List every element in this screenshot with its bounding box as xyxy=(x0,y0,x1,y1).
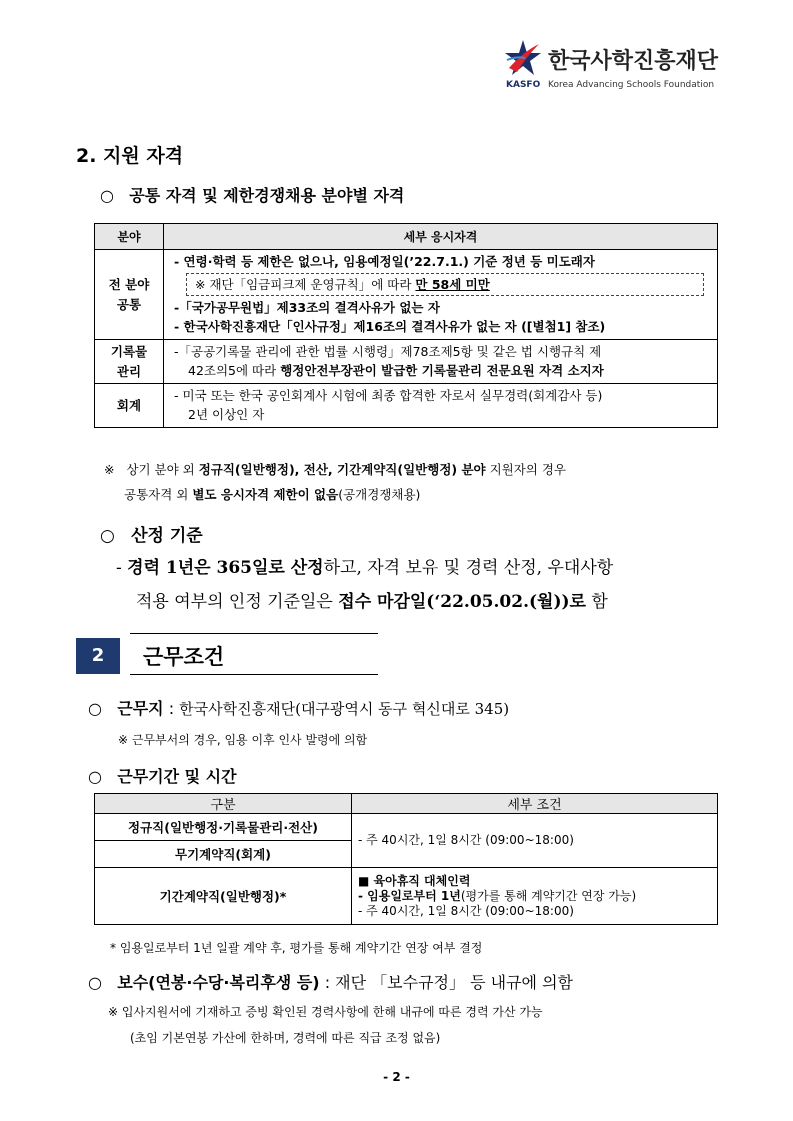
detail-line: -「공공기록물 관리에 관한 법률 시행령」제78조제5항 및 같은 법 시행규칙 제 xyxy=(174,344,602,359)
detail-line: 2년 이상인 자 xyxy=(188,407,265,422)
row-detail xyxy=(352,868,718,925)
separator: : xyxy=(163,699,180,718)
criteria-line2 xyxy=(136,587,608,612)
note-text: 지원자의 경우 xyxy=(485,462,567,477)
criteria-emphasis: 경력 1년은 365일로 산정 xyxy=(127,558,324,578)
detail-line xyxy=(174,361,711,380)
bullet-circle: ○ xyxy=(88,767,102,786)
qualification-table xyxy=(94,223,718,428)
work-period-table xyxy=(94,793,718,925)
detail-line xyxy=(358,889,711,904)
work-period-title: 근무기간 및 시간 xyxy=(117,767,237,786)
detail-emphasis: - 임용일로부터 1년 xyxy=(358,888,461,903)
table-row xyxy=(95,250,718,340)
detail-line: ■ 육아휴직 대체인력 xyxy=(358,873,471,888)
row-category: 무기계약직(회계) xyxy=(95,841,352,868)
criteria-emphasis: 접수 마감일(‘22.05.02.(월))로 xyxy=(338,592,586,612)
pay-note-line1: ※ 입사지원서에 기재하고 증빙 확인된 경력사항에 한해 내규에 따른 경력 가산 가능 xyxy=(108,1005,543,1019)
boxed-note-emphasis: 만 58세 미만 xyxy=(415,277,490,292)
detail-line: - 한국사학진흥재단「인사규정」제16조의 결격사유가 없는 자 ([별첨1] 참조) xyxy=(174,319,606,334)
bullet-circle: ○ xyxy=(100,186,114,205)
section-number-badge: 2 xyxy=(76,638,120,674)
criteria-text: 하고, 자격 보유 및 경력 산정, 우대사항 xyxy=(323,558,614,578)
org-abbr: KASFO xyxy=(506,80,541,90)
boxed-note-text: ※ 재단「임금피크제 운영규칙」에 따라 xyxy=(195,277,416,292)
org-name-ko: 한국사학진흥재단 xyxy=(548,49,719,74)
section-divider-bottom xyxy=(130,674,378,675)
detail-line: -「국가공무원법」제33조의 결격사유가 없는 자 xyxy=(174,300,440,315)
row-category: 전 분야 공통 xyxy=(95,250,164,340)
table-header-detail: 세부 조건 xyxy=(352,794,718,814)
org-name-en: Korea Advancing Schools Foundation xyxy=(548,80,715,90)
row-detail xyxy=(164,384,718,428)
boxed-note xyxy=(186,273,704,296)
qualification-title: 공통 자격 및 제한경쟁채용 분야별 자격 xyxy=(129,186,405,205)
table-header-detail: 세부 응시자격 xyxy=(164,224,718,250)
criteria-line1 xyxy=(116,553,613,578)
table-header-category: 분야 xyxy=(95,224,164,250)
row-category: 기록물 관리 xyxy=(95,340,164,384)
detail-emphasis: 행정안전부장관이 발급한 기록물관리 전문요원 자격 소지자 xyxy=(280,363,604,378)
qualification-note xyxy=(104,460,566,478)
section-heading: 2. 지원 자격 xyxy=(76,145,184,167)
workplace-note: ※ 근무부서의 경우, 임용 이후 인사 발령에 의함 xyxy=(118,733,368,747)
table-row xyxy=(95,384,718,428)
note-text: 공통자격 외 xyxy=(124,487,193,502)
note-emphasis: 별도 응시자격 제한이 없음 xyxy=(192,487,339,502)
note-text: 상기 분야 외 xyxy=(126,462,199,477)
star-swoosh-logo-icon xyxy=(503,38,543,78)
detail-text: (평가를 통해 계약기간 연장 가능) xyxy=(460,888,637,903)
table-header-row xyxy=(95,794,718,814)
section-title: 근무조건 xyxy=(143,645,225,669)
detail-line: - 주 40시간, 1일 8시간 (09:00~18:00) xyxy=(358,903,574,918)
criteria-title: 산정 기준 xyxy=(131,526,203,546)
note-text: (공개경쟁채용) xyxy=(338,487,421,502)
pay-value: 재단 「보수규정」 등 내규에 의함 xyxy=(335,973,573,992)
note-mark: ※ xyxy=(104,462,115,477)
page-number: - 2 - xyxy=(383,1070,410,1084)
table-header-row xyxy=(95,224,718,250)
criteria-text: 적용 여부의 인정 기준일은 xyxy=(136,592,339,612)
table-row xyxy=(95,868,718,925)
workplace-line xyxy=(88,696,509,719)
detail-line: - 미국 또는 한국 공인회계사 시험에 최종 합격한 자로서 실무경력(회계감사 등) xyxy=(174,388,603,403)
bullet-circle: ○ xyxy=(88,973,102,992)
workplace-value: 한국사학진흥재단(대구광역시 동구 혁신대로 345) xyxy=(179,700,510,718)
row-detail xyxy=(164,340,718,384)
criteria-text: 함 xyxy=(585,592,608,612)
table-row xyxy=(95,340,718,384)
work-period-heading xyxy=(88,764,237,787)
workplace-label: 근무지 xyxy=(117,699,164,718)
table-row xyxy=(95,814,718,841)
row-category: 기간계약직(일반행정)* xyxy=(95,868,352,925)
row-category: 회계 xyxy=(95,384,164,428)
pay-note-line2: (초임 기본연봉 가산에 한하며, 경력에 따른 직급 조정 없음) xyxy=(130,1031,441,1045)
bullet-circle: ○ xyxy=(100,526,115,546)
row-detail: - 주 40시간, 1일 8시간 (09:00~18:00) xyxy=(352,814,718,868)
separator: : xyxy=(319,973,336,992)
qualification-heading xyxy=(100,183,404,206)
detail-text: 42조의5에 따라 xyxy=(188,363,281,378)
criteria-heading xyxy=(100,521,203,546)
qualification-note-line2 xyxy=(124,485,420,503)
work-period-footnote: * 임용일로부터 1년 일괄 계약 후, 평가를 통해 계약기간 연장 여부 결정 xyxy=(110,941,483,955)
section-divider-top xyxy=(130,633,378,634)
bullet-circle: ○ xyxy=(88,699,102,718)
pay-label: 보수(연봉·수당·복리후생 등) xyxy=(117,973,320,992)
row-category: 정규직(일반행정·기록물관리·전산) xyxy=(95,814,352,841)
note-emphasis: 정규직(일반행정), 전산, 기간계약직(일반행정) 분야 xyxy=(198,462,486,477)
table-header-category: 구분 xyxy=(95,794,352,814)
dash: - xyxy=(116,558,122,578)
pay-line xyxy=(88,970,573,993)
detail-line: - 연령·학력 등 제한은 없으나, 임용예정일(’22.7.1.) 기준 정년 등 미도래자 xyxy=(174,254,595,269)
row-detail xyxy=(164,250,718,340)
